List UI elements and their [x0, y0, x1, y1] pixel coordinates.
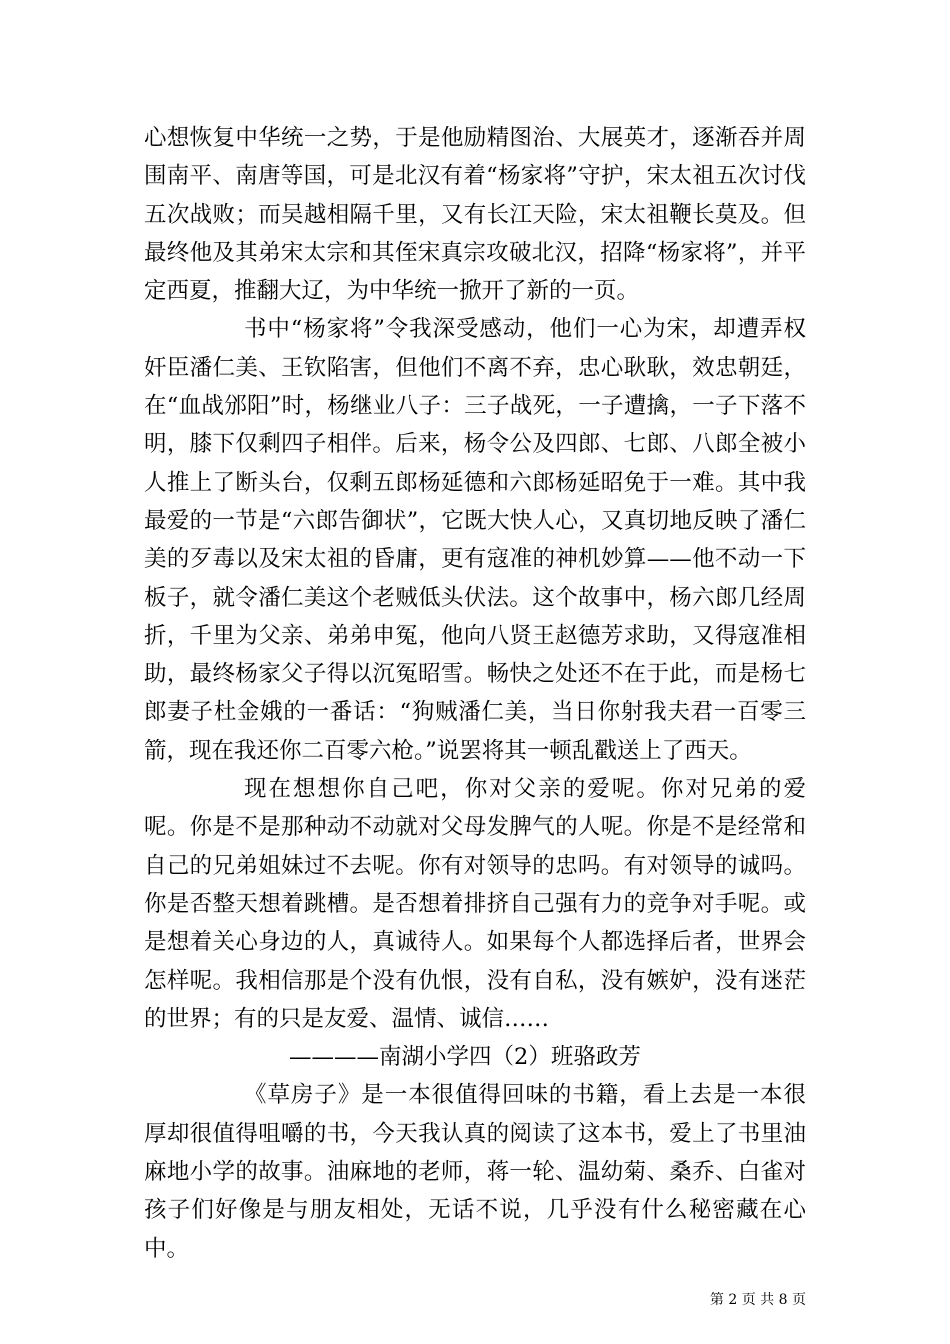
paragraph-yang-family-generals: 书中“杨家将”令我深受感动，他们一心为宋，却遭弄权奸臣潘仁美、王钦陷害，但他们不离不弃，忠心耿耿，效忠朝廷，在“血战邠阳”时，杨继业八子：三子战死，一子遭擒，一子下落不明，膝下仅剩四子相伴。后来，杨令公及四郎、七郎、八郎全被小人推上了断头台，仅剩五郎杨延德和六郎杨延昭免于一难。其中我最爱的一节是“六郎告御状”，它既大快人心，又真切地反映了潘仁美的歹毒以及宋太祖的昏庸，更有寇准的神机妙算——他不动一下板子，就令潘仁美这个老贼低头伏法。这个故事中，杨六郎几经周折，千里为父亲、弟弟申冤，他向八贤王赵德芳求助，又得寇准相助，最终杨家父子得以沉冤昭雪。畅快之处还不在于此，而是杨七郎妻子杜金娥的一番话：“狗贼潘仁美，当日你射我夫君一百零三箭，现在我还你二百零六枪。”说罢将其一顿乱戳送上了西天。 [144, 316, 806, 764]
paragraph-self-reflection: 现在想想你自己吧，你对父亲的爱呢。你对兄弟的爱呢。你是不是那种动不动就对父母发脾气的人呢。你是不是经常和自己的兄弟姐妹过不去呢。你有对领导的忠吗。有对领导的诚吗。你是否整天想着跳槽。是否想着排挤自己强有力的竞争对手呢。或是想着关心身边的人，真诚待人。如果每个人都选择后者，世界会怎样呢。我相信那是个没有仇恨，没有自私，没有嫉妒，没有迷茫的世界；有的只是友爱、温情、诚信…… [144, 776, 806, 1032]
paragraph-straw-house: 《草房子》是一本很值得回味的书籍，看上去是一本很厚却很值得咀嚼的书，今天我认真的阅读了这本书，爱上了书里油麻地小学的故事。油麻地的老师，蒋一轮、温幼菊、桑乔、白雀对孩子们好像是与朋友相处，无话不说，几乎没有什么秘密藏在心中。 [144, 1082, 806, 1262]
paragraph-song-unification: 心想恢复中华统一之势，于是他励精图治、大展英才，逐渐吞并周围南平、南唐等国，可是北汉有着“杨家将”守护，宋太祖五次讨伐五次战败；而吴越相隔千里，又有长江天险，宋太祖鞭长莫及。但最终他及其弟宋太宗和其侄宋真宗攻破北汉，招降“杨家将”，并平定西夏，推翻大辽，为中华统一掀开了新的一页。 [144, 125, 806, 305]
page-number-footer: 第 2 页 共 8 页 [709, 1292, 806, 1308]
author-signature: ————南湖小学四（2）班骆政芳 [289, 1044, 641, 1071]
document-body [144, 119, 806, 1268]
